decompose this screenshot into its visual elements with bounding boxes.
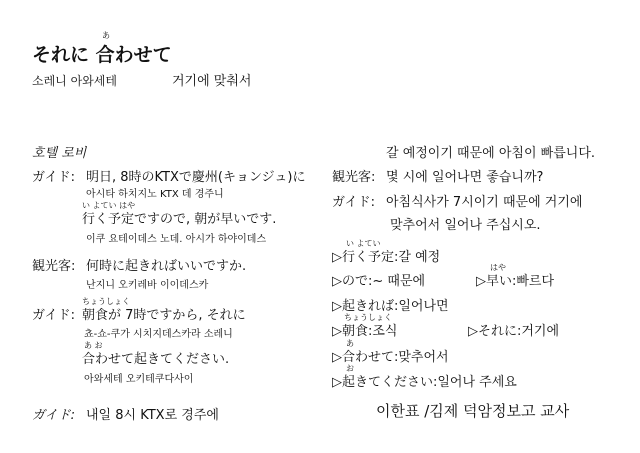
reading-line: 이쿠 요테이데스 노데. 아시가 하야이데스 xyxy=(86,234,267,245)
dialogue-line: 何時に起きればいいですか. xyxy=(86,259,247,274)
furigana: あ お xyxy=(84,341,103,350)
page-title: それに 合わせて xyxy=(32,44,172,66)
furigana: はや xyxy=(490,263,506,272)
vocab-item: ▷行く予定:갈 예정 xyxy=(332,250,441,265)
scene-label: 호텔 로비 xyxy=(32,146,87,161)
dialogue-line: 合わせて起きてください. xyxy=(82,352,230,367)
author-credit: 이한표 /김제 덕암정보고 교사 xyxy=(376,402,570,420)
dialogue-line: 맞추어서 일어나 주십시오. xyxy=(390,218,541,233)
dialogue-line: 아침식사가 7시이기 때문에 거기에 xyxy=(386,195,583,210)
speaker-label: 観光客: xyxy=(332,170,376,185)
title-meaning: 거기에 맞춰서 xyxy=(172,74,252,89)
furigana: ちょうしょく xyxy=(344,313,392,322)
reading-line: 쵸-쇼-쿠가 시치지데스카라 소레니 xyxy=(84,329,233,340)
speaker-label: ガイド: xyxy=(32,308,75,323)
speaker-label: ガイド: xyxy=(32,170,75,185)
furigana: お xyxy=(346,364,354,373)
dialogue-line: 몇 시에 일어나면 좋습니까? xyxy=(386,170,544,185)
vocab-item: ▷ので:~ 때문에 xyxy=(332,274,426,289)
reading-line: 난지니 오키레바 이이데스카 xyxy=(86,280,209,291)
furigana: い よてい xyxy=(346,239,381,248)
dialogue-line: 行く予定ですので, 朝が早いです. xyxy=(82,212,277,227)
dialogue-line: 내일 8시 KTX로 경주에 xyxy=(86,408,219,423)
vocab-item: ▷早い:빠르다 xyxy=(476,274,555,289)
furigana: ちょうしょく xyxy=(82,297,130,306)
speaker-label: ガイド: xyxy=(32,408,75,423)
vocab-item: ▷起きれば:일어나면 xyxy=(332,299,449,314)
speaker-label: ガイド: xyxy=(332,195,375,210)
vocab-item: ▷合わせて:맞추어서 xyxy=(332,350,449,365)
dialogue-line: 明日, 8時のKTXで慶州(キョンジュ)に xyxy=(86,170,306,185)
vocab-item: ▷それに:거기에 xyxy=(468,324,560,339)
reading-line: 아시타 하치지노 KTX 데 경주니 xyxy=(86,189,224,200)
reading-line: 아와세테 오키테쿠다사이 xyxy=(84,374,194,385)
speaker-label: 観光客: xyxy=(32,259,76,274)
title-reading: 소레니 아와세테 xyxy=(32,74,117,88)
furigana: い よてい はや xyxy=(82,201,136,210)
vocab-item: ▷朝食:조식 xyxy=(332,324,398,339)
dialogue-line: 朝食が 7時ですから, それに xyxy=(82,308,246,323)
furigana: あ xyxy=(346,339,354,348)
vocab-item: ▷起きてください:일어나 주세요 xyxy=(332,375,517,390)
title-ruby: あ xyxy=(102,31,110,40)
dialogue-line: 갈 예정이기 때문에 아침이 빠릅니다. xyxy=(386,146,596,161)
